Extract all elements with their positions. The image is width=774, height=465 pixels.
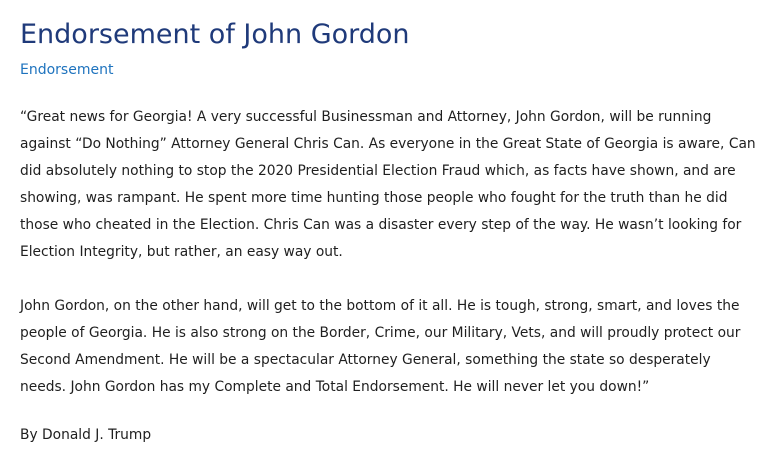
post-title: Endorsement of John Gordon xyxy=(20,19,410,50)
category-link[interactable]: Endorsement xyxy=(20,62,114,78)
post-paragraph-1: “Great news for Georgia! A very successful Businessman and Attorney, John Gordon, will be running against “Do Nothing” Attorney General Chris Can. As everyone in the Great State of Georgia is aware, Can did absolutely nothing to stop the 2020 Presidential Election Fraud which, as facts have shown, and are showing, was rampant. He spent more time hunting those people who fought for the truth than he did those who cheated in the Election. Chris Can was a disaster every step of the way. He wasn’t looking for Election Integrity, but rather, an easy way out. xyxy=(20,109,756,260)
post-byline: By Donald J. Trump xyxy=(20,427,152,443)
post-body xyxy=(20,104,754,401)
post-paragraph-2: John Gordon, on the other hand, will get to the bottom of it all. He is tough, strong, smart, and loves the people of Georgia. He is also strong on the Border, Crime, our Military, Vets, and will proudly protect our Second Amendment. He will be a spectacular Attorney General, something the state so desperately needs. John Gordon has my Complete and Total Endorsement. He will never let you down!” xyxy=(20,298,741,395)
